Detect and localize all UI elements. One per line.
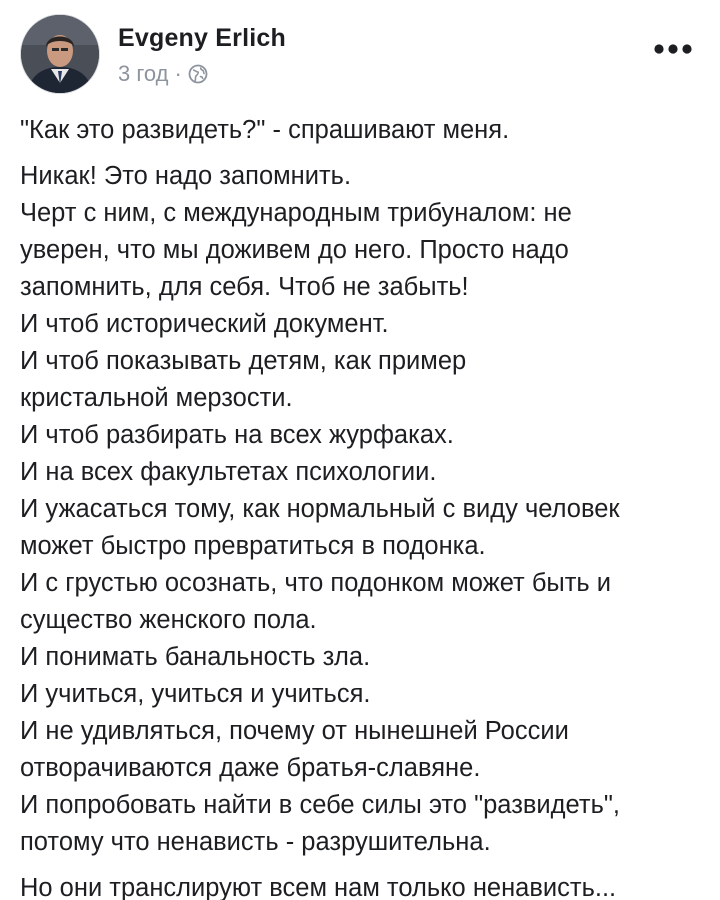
post-line: Но они транслируют всем нам только ненависть... — [20, 874, 617, 900]
post-line: потому что ненависть - разрушительна. — [20, 828, 491, 856]
post-line: запомнить, для себя. Чтоб не забыть! — [20, 273, 469, 301]
post-body — [20, 112, 710, 900]
post-line: существо женского пола. — [20, 606, 317, 634]
post-line: И не удивляться, почему от нынешней России — [20, 717, 569, 745]
post-line: может быстро превратиться в подонка. — [20, 532, 486, 560]
post-line: И чтоб исторический документ. — [20, 310, 389, 338]
post-paragraph-1 — [20, 112, 710, 149]
post-paragraph-2 — [20, 158, 710, 861]
post-line: отворачиваются даже братья-славяне. — [20, 754, 481, 782]
post-line: И чтоб разбирать на всех журфаках. — [20, 421, 454, 449]
post-meta — [118, 61, 208, 87]
post-line: И на всех факультетах психологии. — [20, 458, 437, 486]
meta-separator: · — [174, 61, 182, 86]
post-paragraph-3 — [20, 870, 710, 900]
post-line: Никак! Это надо запомнить. — [20, 162, 352, 190]
globe-icon[interactable] — [188, 64, 208, 84]
post-line: уверен, что мы доживем до него. Просто надо — [20, 236, 569, 264]
avatar-portrait-icon — [21, 15, 99, 93]
more-options-button[interactable] — [648, 34, 698, 64]
post-timestamp[interactable]: 3 год — [118, 61, 169, 86]
post-line: Черт с ним, с международным трибуналом: не — [20, 199, 572, 227]
post-line: И понимать банальность зла. — [20, 643, 371, 671]
author-name[interactable]: Evgeny Erlich — [118, 24, 286, 52]
more-horizontal-icon — [651, 43, 695, 55]
post-line: И с грустью осознать, что подонком может быть и — [20, 569, 612, 597]
post-line: И учиться, учиться и учиться. — [20, 680, 371, 708]
post-line: кристальной мерзости. — [20, 384, 293, 412]
post-line: И попробовать найти в себе силы это "развидеть", — [20, 791, 620, 819]
author-avatar[interactable] — [20, 14, 100, 94]
post-line: "Как это развидеть?" - спрашивают меня. — [20, 116, 510, 144]
post-header — [0, 0, 720, 100]
post-line: И ужасаться тому, как нормальный с виду человек — [20, 495, 620, 523]
post-line: И чтоб показывать детям, как пример — [20, 347, 467, 375]
